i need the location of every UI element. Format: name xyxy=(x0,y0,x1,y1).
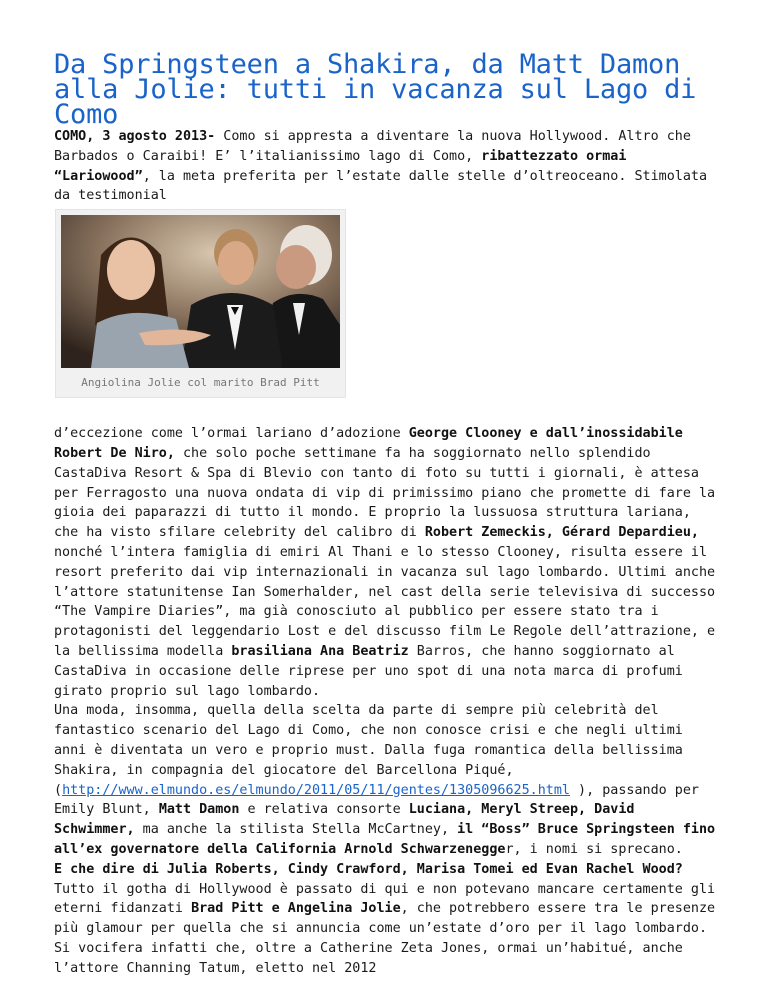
article xyxy=(54,49,724,979)
p2-text-2: ), passando per Emily Blunt, xyxy=(54,782,708,818)
p2-bold-1: Matt Damon xyxy=(158,802,240,818)
photo-caption: Angiolina Jolie col marito Brad Pitt xyxy=(81,376,320,390)
p2-bold-3: il “Boss” Bruce Springsteen fino all’ex governatore della California Arnold Schwarzenegge xyxy=(54,822,724,857)
p1-text-4: Barros, che hanno soggiornato al CastaDiva in occasione delle riprese per uno spot di una nota marca di profumi girato proprio sul lago lombardo. xyxy=(54,643,691,699)
p3-text-2: , che potrebbero essere tra le presenze più glamour per quella che si annuncia come un’estate d’oro per il lago lombardo. Si vocifera infatti che, oltre a Catherine Zeta Jones, ormai un’habitué, anche l’attore Channing Tatum, eletto nel 2012 xyxy=(54,901,724,976)
dateline: COMO, 3 agosto 2013- xyxy=(54,129,216,144)
photo-figure xyxy=(55,209,346,398)
p1-text-1: d’eccezione come l’ormai lariano d’adozione xyxy=(54,426,409,442)
intro-text-2: , la meta preferita per l’estate dalle stelle d’oltreoceano. Stimolata da testimonial xyxy=(54,168,716,204)
p3-bold-2: Brad Pitt e Angelina Jolie xyxy=(191,901,401,917)
body-paragraph-2 xyxy=(54,701,722,859)
intro-text-1: Como si appresta a diventare la nuova Hollywood. Altro che Barbados o Caraibi! E’ l’italianissimo lago di Como, xyxy=(54,129,699,164)
body-paragraph-1 xyxy=(54,424,722,701)
p1-text-2: che solo poche settimane fa ha soggiornato nello splendido CastaDiva Resort & Spa di Blevio con tanto di foto su tutti i giornali, è attesa per Ferragosto una nuova ondata di vip di primissimo piano che promette di fare la gioia dei paparazzi di tutto il mondo. E proprio la lussuosa struttura lariana, che ha visto sfilare celebrity del calibro di xyxy=(54,445,724,541)
article-title: Da Springsteen a Shakira, da Matt Damon alla Jolie: tutti in vacanza sul Lago di Como xyxy=(54,49,697,130)
p2-text-4: ma anche la stilista Stella McCartney, xyxy=(134,822,458,838)
p2-text-1: Una moda, insomma, quella della scelta da parte di sempre più celebrità del fantastico scenario del Lago di Como, che non conosce crisi e che negli ultimi anni è diventata un vero e proprio must. Dalla fuga romantica della bellissima Shakira, in compagnia del giocatore del Barcellona Piqué, ( xyxy=(54,703,691,798)
p2-text-3: e relativa consorte xyxy=(239,802,409,818)
p1-text-3: nonché l’intera famiglia di emiri Al Thani e lo stesso Clooney, risulta essere il resort preferito dai vip internazionali in vacanza sul lago lombardo. Ultimi anche l’attore statunitense Ian Somerhalder, nel cast della serie televisiva di successo “The Vampire Diaries”, ma già conosciuto al pubblico per essere stato tra i protagonisti del leggendario Lost e del discusso film Le Regole dell’attrazione, e la bellissima modella xyxy=(54,525,724,659)
intro-bold-1: ribattezzato ormai “Lariowood” xyxy=(54,148,635,184)
photo-jolie-pitt xyxy=(61,215,340,368)
p3-text-1: Tutto il gotha di Hollywood è passato di qui e non potevano mancare certamente gli eterni fidanzati xyxy=(54,861,724,917)
p2-bold-2: Luciana, Meryl Streep, David Schwimmer, xyxy=(54,802,643,838)
intro-paragraph xyxy=(54,127,722,206)
p2-text-5: r, i nomi si sprecano. xyxy=(505,841,683,857)
p1-bold-1: George Clooney e dall’inossidabile Robert De Niro, xyxy=(54,426,691,461)
elmundo-link[interactable]: http://www.elmundo.es/elmundo/2011/05/11/gentes/1305096625.html xyxy=(62,782,570,798)
body-paragraph-3 xyxy=(54,860,722,979)
photo-illustration xyxy=(61,215,340,368)
p1-bold-3: brasiliana Ana Beatriz xyxy=(231,643,409,659)
p1-bold-2: Robert Zemeckis, Gérard Depardieu, xyxy=(424,525,699,541)
p3-bold-1: E che dire di Julia Roberts, Cindy Crawford, Marisa Tomei ed Evan Rachel Wood? xyxy=(54,861,683,877)
